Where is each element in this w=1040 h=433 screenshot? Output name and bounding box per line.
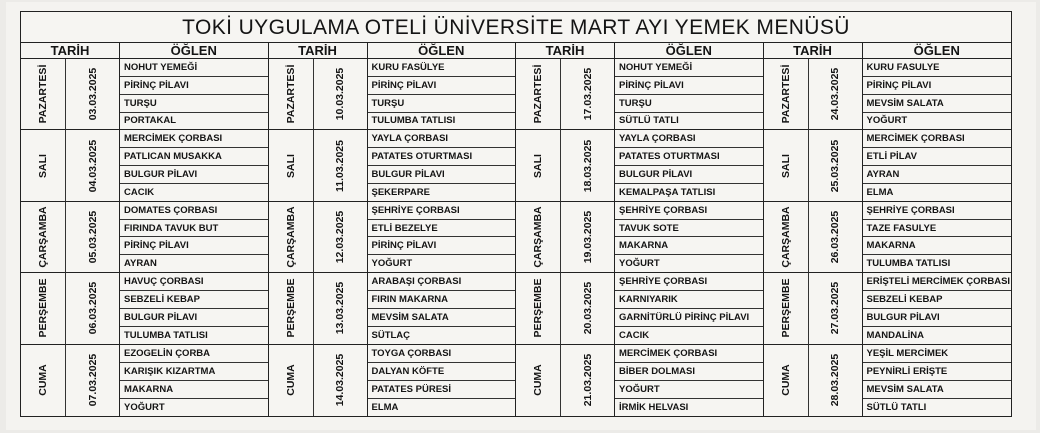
day-date-cell [809,273,863,344]
meal-item: SÜTLÜ TATLI [619,115,679,127]
day-name-cell [516,59,561,130]
meal-list [615,59,763,130]
day-name: CUMA [284,364,297,397]
menu-table [20,11,1012,417]
day-date-cell [314,59,368,130]
day-date: 03.03.2025 [86,67,99,121]
meal-item: PATATES OTURTMASI [615,148,763,166]
meal-item: ŞEHRİYE ÇORBASI [368,202,516,220]
meal-item: ELMA [371,401,399,413]
day-name-cell [21,345,66,416]
meal-item: PATATES PÜRESİ [368,381,516,399]
day-date-cell [66,59,120,130]
day-date-cell [314,202,368,273]
meal-item: ETLİ BEZELYE [368,220,516,238]
meal-list [863,273,1012,344]
day-name-cell [764,202,809,273]
week-block [269,43,517,416]
day-date: 21.03.2025 [581,354,594,407]
day-date: 07.03.2025 [86,354,99,407]
day-name-cell [516,202,561,273]
day-name: PAZARTESİ [284,64,297,124]
day-name-cell [269,202,314,273]
day-name: ÇARŞAMBA [284,206,297,268]
meal-list [615,345,763,416]
meal-list [863,130,1012,201]
meal-item: TOYGA ÇORBASI [368,345,516,363]
meal-item: BULGUR PİLAVI [368,166,516,184]
day-date: 19.03.2025 [581,210,594,264]
meal-item: MERCİMEK ÇORBASI [120,130,268,148]
day-name: SALI [532,153,544,178]
week-block [516,43,764,416]
meal-item: BİBER DOLMASI [615,363,763,381]
day-name-cell [21,273,66,344]
day-name-cell [516,273,561,344]
day-date-cell [561,202,615,273]
meal-item: YOĞURT [371,258,413,270]
day-name: CUMA [779,364,792,397]
day-name-cell [269,345,314,416]
day-name: SALI [284,153,297,178]
day-date-cell [314,345,368,416]
meal-item: EZOGELİN ÇORBA [120,345,268,363]
day-date: 14.03.2025 [334,354,346,407]
header-oglen: ÖĞLEN [368,43,516,59]
meal-item: FIRINDA TAVUK BUT [120,220,268,238]
day-date-cell [314,273,368,344]
day-name: CUMA [37,364,49,397]
meal-item: SEBZELİ KEBAP [863,291,1012,309]
meal-item: PİRİNÇ PİLAVI [615,77,763,95]
meal-item: BULGUR PİLAVI [615,166,763,184]
day-date: 12.03.2025 [334,210,346,264]
day-date-cell [561,345,615,416]
day-name: ÇARŞAMBA [532,206,544,268]
meal-item: TURŞU [120,95,268,113]
day-date: 06.03.2025 [86,282,99,335]
day-date-cell [809,130,863,201]
meal-item: TURŞU [368,95,516,113]
meal-item: PİRİNÇ PİLAVI [120,237,268,255]
day-name-cell [764,273,809,344]
meal-item: ŞEHRİYE ÇORBASI [615,273,763,291]
meal-item: BULGUR PİLAVI [120,166,268,184]
meal-item: SÜTLAÇ [371,329,411,341]
meal-list [863,345,1012,416]
day-date: 28.03.2025 [829,354,841,407]
meal-item: PİRİNÇ PİLAVI [120,77,268,95]
meal-item: ELMA [866,186,894,198]
day-name: PERŞEMBE [37,278,49,338]
meal-list [863,59,1012,130]
week-block [21,43,269,416]
day-date-cell [66,202,120,273]
meal-item: PİRİNÇ PİLAVI [368,77,516,95]
meal-list [863,202,1012,273]
meal-item: KURU FASÜLYE [368,59,516,77]
day-name: PAZARTESİ [37,64,49,124]
meal-item: KURU FASULYE [863,59,1012,77]
meal-item: PİRİNÇ PİLAVI [368,237,516,255]
header-tarih: TARİH [516,43,615,59]
day-date: 04.03.2025 [86,139,99,192]
day-date-cell [66,273,120,344]
day-name-cell [269,59,314,130]
day-date: 18.03.2025 [581,139,594,192]
day-date: 10.03.2025 [334,67,346,121]
meal-item: CACIK [619,329,650,341]
meal-list [368,59,516,130]
meal-item: CACIK [124,186,155,198]
header-oglen: ÖĞLEN [120,43,268,59]
meal-item: TULUMBA TATLISI [124,329,208,341]
day-date: 11.03.2025 [334,139,346,192]
meal-item: ŞEHRİYE ÇORBASI [863,202,1012,220]
day-name-cell [21,130,66,201]
header-oglen: ÖĞLEN [863,43,1012,59]
meal-item: MEVSİM SALATA [863,95,1012,113]
day-date-cell [561,273,615,344]
meal-item: YAYLA ÇORBASI [615,130,763,148]
meal-item: HAVUÇ ÇORBASI [120,273,268,291]
meal-list [120,202,268,273]
day-name-cell [269,273,314,344]
meal-item: MAKARNA [863,237,1012,255]
meal-item: GARNİTÜRLÜ PİRİNÇ PİLAVI [615,309,763,327]
day-name: CUMA [532,364,544,397]
meal-item: ERİŞTELİ MERCİMEK ÇORBASI [863,273,1012,291]
day-name: PAZARTESİ [779,64,792,124]
meal-item: DALYAN KÖFTE [368,363,516,381]
meal-list [615,202,763,273]
day-date-cell [314,130,368,201]
day-name: ÇARŞAMBA [779,206,792,268]
day-name-cell [764,59,809,130]
day-name-cell [516,345,561,416]
meal-item: MERCİMEK ÇORBASI [863,130,1012,148]
day-date-cell [561,59,615,130]
meal-list [615,130,763,201]
day-name-cell [269,130,314,201]
header-tarih: TARİH [21,43,120,59]
header-tarih: TARİH [269,43,368,59]
meal-item: PEYNİRLİ ERİŞTE [863,363,1012,381]
meal-list [120,345,268,416]
day-date-cell [66,345,120,416]
meal-item: BULGUR PİLAVI [120,309,268,327]
meal-item: AYRAN [863,166,1012,184]
meal-item: DOMATES ÇORBASI [120,202,268,220]
meal-list [120,273,268,344]
day-name: PERŞEMBE [284,278,297,338]
meal-item: YOĞURT [619,258,660,270]
day-name-cell [516,130,561,201]
meal-list [120,130,268,201]
meal-item: PİRİNÇ PİLAVI [863,77,1012,95]
meal-item: KARIŞIK KIZARTMA [120,363,268,381]
meal-item: ŞEHRİYE ÇORBASI [615,202,763,220]
meal-item: PATATES OTURTMASI [368,148,516,166]
day-name-cell [764,345,809,416]
meal-item: YAYLA ÇORBASI [368,130,516,148]
day-name-cell [764,130,809,201]
meal-item: ARABAŞI ÇORBASI [368,273,516,291]
page-title: TOKİ UYGULAMA OTELİ ÜNİVERSİTE MART AYI YEMEK MENÜSÜ [21,12,1011,43]
day-date: 27.03.2025 [829,282,841,335]
meal-item: YOĞURT [124,401,165,413]
day-name-cell [21,202,66,273]
meal-list [368,345,516,416]
day-date: 25.03.2025 [829,139,841,192]
weeks-grid [21,43,1011,416]
day-date: 26.03.2025 [829,210,841,264]
day-date: 20.03.2025 [581,282,594,335]
meal-item: NOHUT YEMEĞİ [120,59,268,77]
meal-item: FIRIN MAKARNA [368,291,516,309]
meal-item: YOĞURT [866,115,908,127]
meal-list [120,59,268,130]
meal-item: TAVUK SOTE [615,220,763,238]
meal-item: MERCİMEK ÇORBASI [615,345,763,363]
meal-list [615,273,763,344]
meal-list [368,273,516,344]
meal-item: MEVSİM SALATA [863,381,1012,399]
meal-item: PATLICAN MUSAKKA [120,148,268,166]
meal-item: KEMALPAŞA TATLISI [619,186,716,198]
meal-item: SEBZELİ KEBAP [120,291,268,309]
meal-list [368,130,516,201]
day-date: 05.03.2025 [86,210,99,264]
day-date-cell [809,59,863,130]
day-name: ÇARŞAMBA [37,206,49,268]
day-date-cell [561,130,615,201]
day-date-cell [66,130,120,201]
meal-item: MAKARNA [615,237,763,255]
header-oglen: ÖĞLEN [615,43,763,59]
day-date: 17.03.2025 [581,67,594,121]
meal-item: MANDALİNA [866,329,925,341]
meal-item: TULUMBA TATLISI [866,258,951,270]
meal-item: AYRAN [124,258,157,270]
meal-item: PORTAKAL [124,115,177,127]
meal-item: SÜTLÜ TATLI [866,401,927,413]
meal-item: TULUMBA TATLISI [371,115,456,127]
day-name: SALI [37,153,49,178]
meal-item: TURŞU [615,95,763,113]
menu-sheet [6,2,1036,430]
meal-item: MAKARNA [120,381,268,399]
day-name: PAZARTESİ [532,64,544,124]
day-date-cell [809,345,863,416]
meal-item: ETLİ PİLAV [863,148,1012,166]
day-name-cell [21,59,66,130]
meal-list [368,202,516,273]
day-name: SALI [779,153,792,178]
meal-item: ŞEKERPARE [371,186,430,198]
meal-item: BULGUR PİLAVI [863,309,1012,327]
meal-item: MEVSİM SALATA [368,309,516,327]
day-date: 24.03.2025 [829,67,841,121]
meal-item: YOĞURT [615,381,763,399]
header-tarih: TARİH [764,43,863,59]
meal-item: İRMİK HELVASI [619,401,689,413]
day-name: PERŞEMBE [532,278,544,338]
day-date-cell [809,202,863,273]
meal-item: TAZE FASULYE [863,220,1012,238]
week-block [764,43,1012,416]
meal-item: NOHUT YEMEĞİ [615,59,763,77]
meal-item: YEŞİL MERCİMEK [863,345,1012,363]
day-date: 13.03.2025 [334,282,346,335]
meal-item: KARNIYARIK [615,291,763,309]
day-name: PERŞEMBE [779,278,792,338]
